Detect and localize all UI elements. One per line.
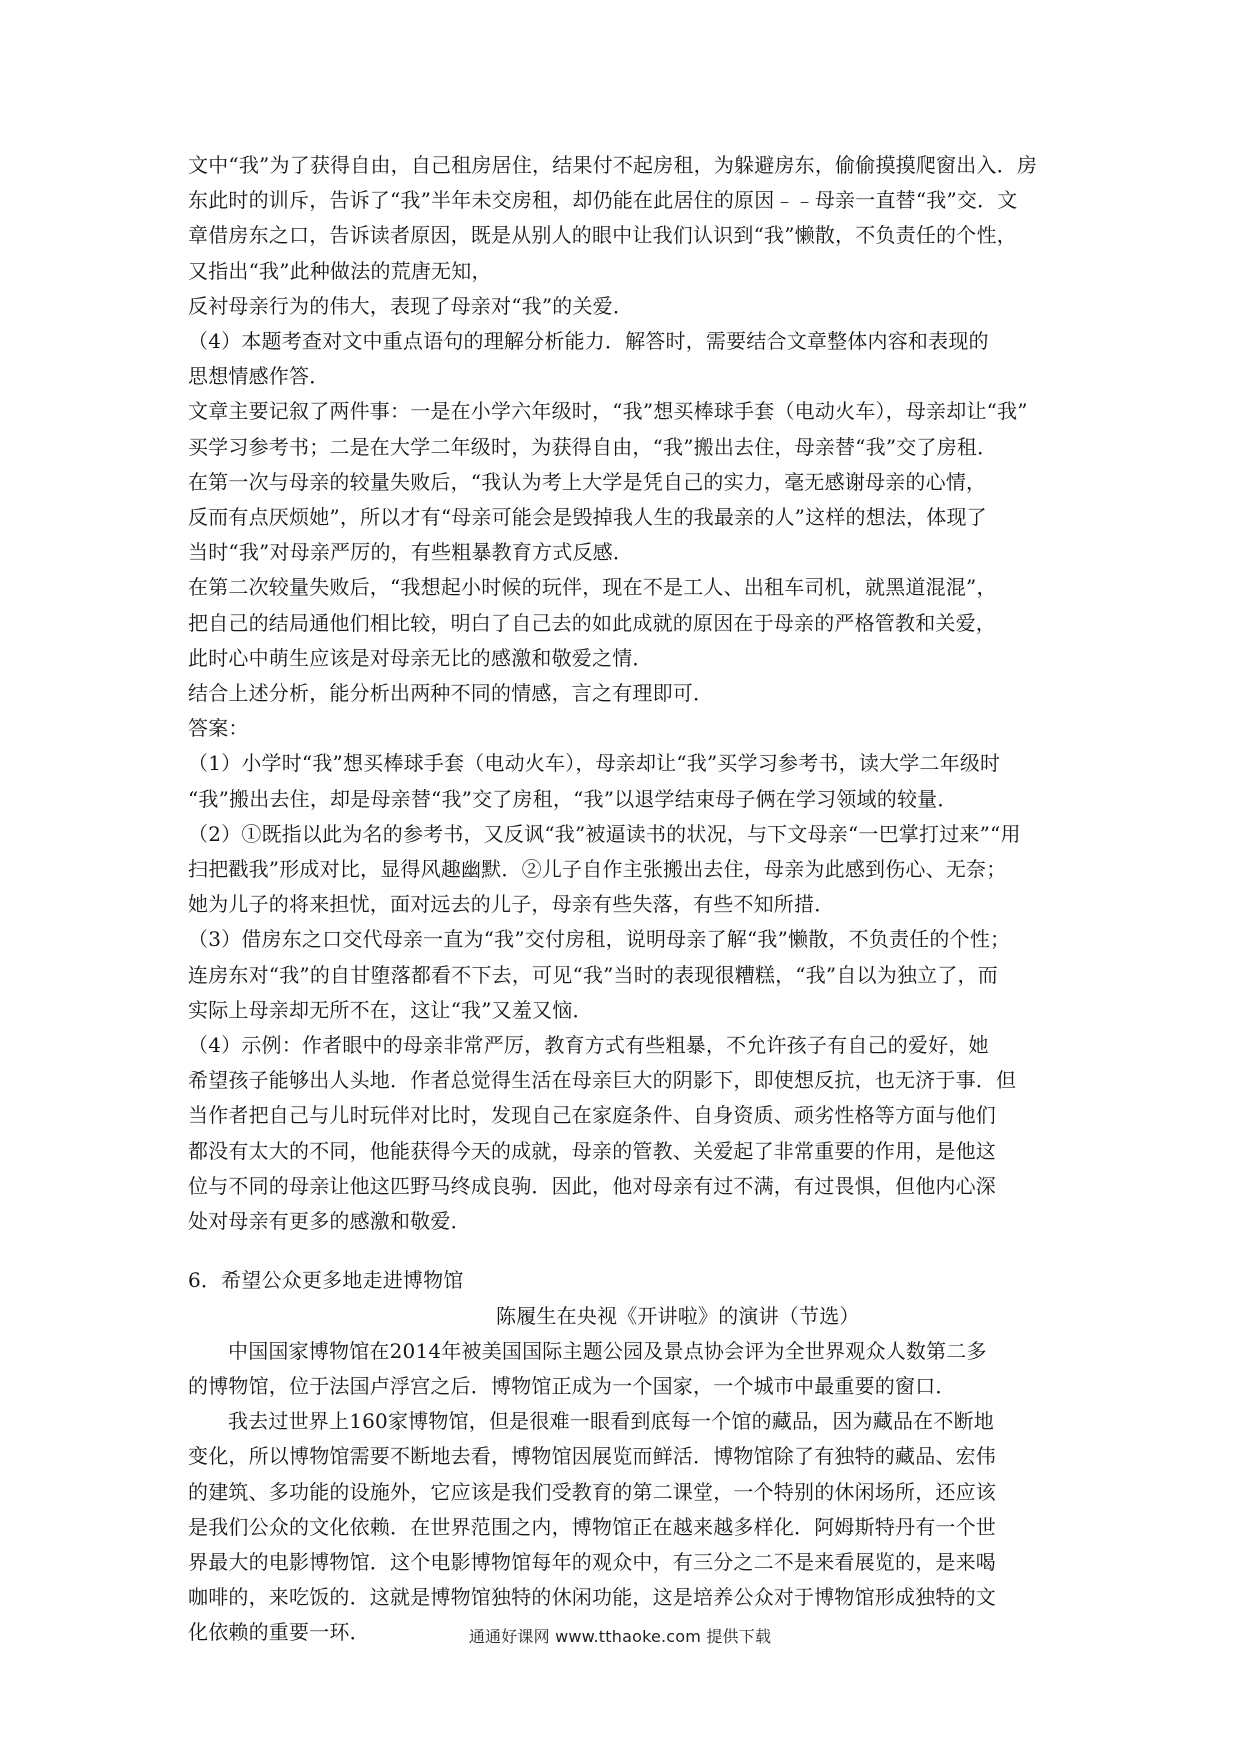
text-line: （3）借房东之口交代母亲一直为“我”交付房租，说明母亲了解“我”懒散，不负责任的个性； bbox=[188, 927, 1011, 952]
text-line: 把自己的结局通他们相比较，明白了自己去的如此成就的原因在于母亲的严格管教和关爱， bbox=[188, 610, 996, 635]
text-line: 的建筑、多功能的设施外，它应该是我们受教育的第二课堂，一个特别的休闲场所，还应该 bbox=[188, 1479, 996, 1504]
text-line: 咖啡的，来吃饭的．这就是博物馆独特的休闲功能，这是培养公众对于博物馆形成独特的文 bbox=[188, 1585, 996, 1610]
section-gap bbox=[188, 1239, 1062, 1263]
text-line: 的博物馆，位于法国卢浮宫之后．博物馆正成为一个国家，一个城市中最重要的窗口． bbox=[188, 1373, 956, 1398]
text-line: 希望孩子能够出人头地．作者总觉得生活在母亲巨大的阴影下，即使想反抗，也无济于事．但 bbox=[188, 1068, 1017, 1093]
text-line: “我”搬出去住，却是母亲替“我”交了房租，“我”以退学结束母子俩在学习领域的较量． bbox=[188, 786, 958, 811]
text-line: 变化，所以博物馆需要不断地去看，博物馆因展览而鲜活．博物馆除了有独特的藏品、宏伟 bbox=[188, 1444, 996, 1469]
text-line: 反衬母亲行为的伟大，表现了母亲对“我”的关爱． bbox=[188, 293, 634, 318]
text-line: 界最大的电影博物馆．这个电影博物馆每年的观众中，有三分之二不是来看展览的，是来喝 bbox=[188, 1549, 996, 1574]
text-line: 思想情感作答． bbox=[188, 364, 330, 389]
text-line: 处对母亲有更多的感激和敬爱． bbox=[188, 1209, 471, 1234]
page-footer: 通通好课网 www.tthaoke.com 提供下载 bbox=[468, 1627, 772, 1646]
text-line: 都没有太大的不同，他能获得今天的成就，母亲的管教、关爱起了非常重要的作用，是他这 bbox=[188, 1138, 996, 1163]
text-line: 文中“我”为了获得自由，自己租房居住，结果付不起房租，为躲避房东，偷偷摸摸爬窗出入．房 bbox=[188, 153, 1038, 177]
text-line: 中国国家博物馆在2014年被美国国际主题公园及景点协会评为全世界观众人数第二多 bbox=[228, 1338, 987, 1363]
text-line: （2）①既指以此为名的参考书，又反讽“我”被逼读书的状况，与下文母亲“一巴掌打过来”“用 bbox=[188, 821, 1021, 846]
text-line: 章借房东之口，告诉读者原因，既是从别人的眼中让我们认识到“我”懒散，不负责任的个性， bbox=[188, 223, 1017, 248]
text-line: 当时“我”对母亲严厉的，有些粗暴教育方式反感． bbox=[188, 540, 634, 565]
article-paragraph-1 bbox=[188, 1334, 1062, 1404]
text-line: 结合上述分析，能分析出两种不同的情感，言之有理即可． bbox=[188, 681, 714, 706]
text-line: 她为儿子的将来担忧，面对远去的儿子，母亲有些失落，有些不知所措． bbox=[188, 892, 835, 917]
text-line: （1）小学时“我”想买棒球手套（电动火车），母亲却让“我”买学习参考书，读大学二年级时 bbox=[188, 751, 1001, 776]
text-line: 当作者把自己与儿时玩伴对比时，发现自己在家庭条件、自身资质、顽劣性格等方面与他们 bbox=[188, 1103, 996, 1128]
text-line: 此时心中萌生应该是对母亲无比的感激和敬爱之情． bbox=[188, 645, 653, 670]
article-byline: 陈履生在央视《开讲啦》的演讲（节选） bbox=[496, 1303, 860, 1328]
text-line: 我去过世界上160家博物馆，但是很难一眼看到底每一个馆的藏品，因为藏品在不断地 bbox=[228, 1409, 994, 1434]
text-line: 扫把戳我”形成对比，显得风趣幽默．②儿子自作主张搬出去住，母亲为此感到伤心、无奈； bbox=[188, 857, 1007, 882]
text-line: （4）本题考查对文中重点语句的理解分析能力．解答时，需要结合文章整体内容和表现的 bbox=[188, 329, 989, 354]
article-paragraph-2 bbox=[188, 1404, 1062, 1650]
text-line: 连房东对“我”的自甘堕落都看不下去，可见“我”当时的表现很糟糕，“我”自以为独立了，而 bbox=[188, 962, 998, 987]
answer-heading: 答案： bbox=[188, 716, 249, 741]
question-title: 6．希望公众更多地走进博物馆 bbox=[188, 1268, 464, 1293]
answer-analysis bbox=[188, 148, 1062, 1239]
text-line: 东此时的训斥，告诉了“我”半年未交房租，却仍能在此居住的原因﹣﹣母亲一直替“我”交．文 bbox=[188, 188, 1018, 213]
text-line: 买学习参考书；二是在大学二年级时，为获得自由，“我”搬出去住，母亲替“我”交了房租． bbox=[188, 434, 998, 459]
text-line: 是我们公众的文化依赖．在世界范围之内，博物馆正在越来越多样化．阿姆斯特丹有一个世 bbox=[188, 1514, 996, 1539]
text-line: 在第二次较量失败后，“我想起小时候的玩伴，现在不是工人、出租车司机，就黑道混混”， bbox=[188, 575, 997, 600]
text-line: （4）示例：作者眼中的母亲非常严厉，教育方式有些粗暴，不允许孩子有自己的爱好，她 bbox=[188, 1033, 989, 1058]
text-line: 化依赖的重要一环． bbox=[188, 1620, 370, 1645]
document-page bbox=[188, 148, 1062, 1651]
text-line: 文章主要记叙了两件事：一是在小学六年级时，“我”想买棒球手套（电动火车），母亲却让“我” bbox=[188, 399, 1028, 424]
text-line: 又指出“我”此种做法的荒唐无知， bbox=[188, 258, 492, 283]
text-line: 位与不同的母亲让他这匹野马终成良驹．因此，他对母亲有过不满，有过畏惧，但他内心深 bbox=[188, 1173, 996, 1198]
text-line: 在第一次与母亲的较量失败后，“我认为考上大学是凭自己的实力，毫无感谢母亲的心情， bbox=[188, 469, 987, 494]
text-line: 实际上母亲却无所不在，这让“我”又羞又恼． bbox=[188, 997, 593, 1022]
text-line: 反而有点厌烦她”，所以才有“母亲可能会是毁掉我人生的我最亲的人”这样的想法，体现了 bbox=[188, 505, 987, 530]
